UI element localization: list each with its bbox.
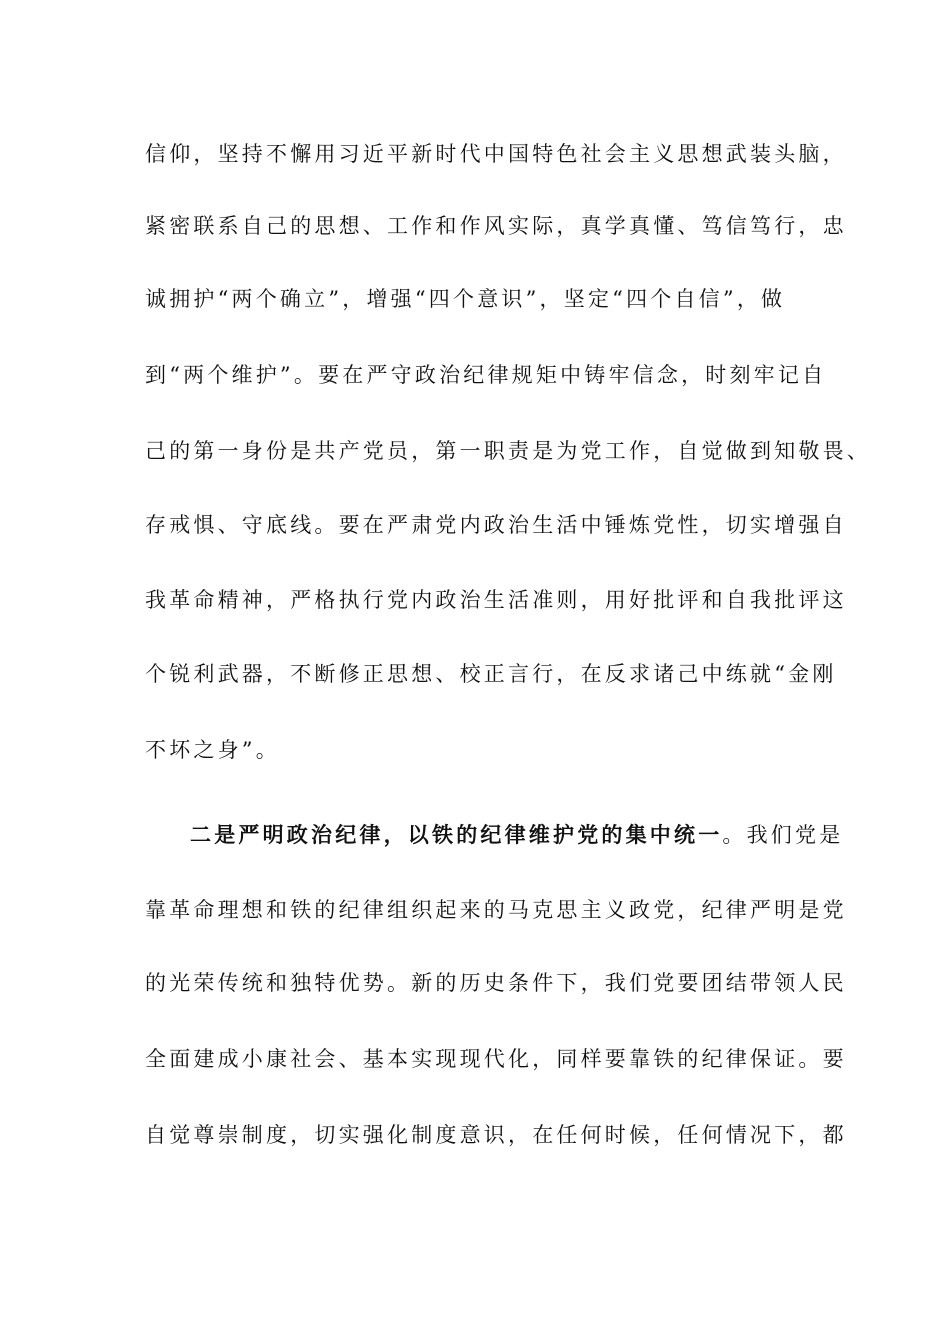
section-heading: 二是严明政治纪律，以铁的纪律维护党的集中统一 [190,822,723,847]
paragraph-line: 自觉尊崇制度，切实强化制度意识，在任何时候，任何情况下，都 [145,1123,847,1147]
paragraph-text: 。我们党是 [722,823,844,847]
paragraph-first-line [190,821,870,849]
paragraph-line: 靠革命理想和铁的纪律组织起来的马克思主义政党，纪律严明是党 [145,898,847,922]
paragraph-line: 全面建成小康社会、基本实现现代化，同样要靠铁的纪律保证。要 [145,1047,847,1071]
paragraph-line: 到“两个维护”。要在严守政治纪律规矩中铸牢信念，时刻牢记自 [145,363,827,387]
paragraph-line: 信仰，坚持不懈用习近平新时代中国特色社会主义思想武装头脑， [145,142,847,166]
paragraph-line: 紧密联系自己的思想、工作和作风实际，真学真懂、笃信笃行，忠 [145,214,847,238]
paragraph-line: 诚拥护“两个确立”，增强“四个意识”，坚定“四个自信”，做 [145,287,786,311]
paragraph-line: 的光荣传统和独特优势。新的历史条件下，我们党要团结带领人民 [145,971,847,995]
paragraph-line: 己的第一身份是共产党员，第一职责是为党工作，自觉做到知敬畏、 [145,439,871,463]
paragraph-line: 存戒惧、守底线。要在严肃党内政治生活中锤炼党性，切实增强自 [145,513,847,537]
paragraph-line: 我革命精神，严格执行党内政治生活准则，用好批评和自我批评这 [145,588,847,612]
paragraph-line: 不坏之身”。 [145,738,280,762]
paragraph-line: 个锐利武器，不断修正思想、校正言行，在反求诸己中练就“金刚 [145,662,837,686]
